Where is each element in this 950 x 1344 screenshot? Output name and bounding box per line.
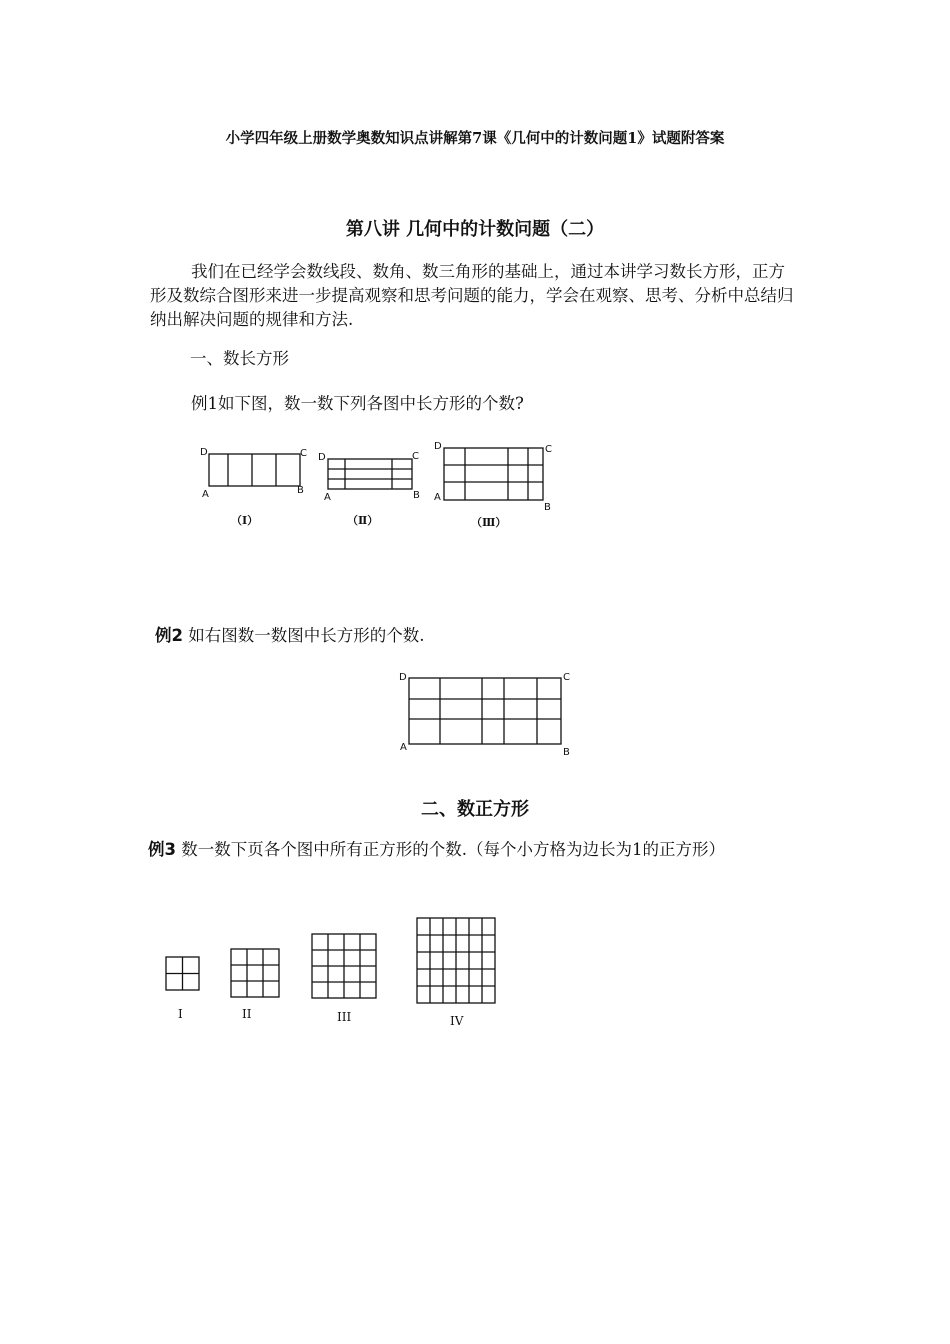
ex1-f2-label-a: A — [324, 492, 331, 503]
ex3-f3-caption: III — [337, 1010, 352, 1024]
ex1-figure-1 — [209, 454, 300, 486]
ex2-label-c: C — [563, 672, 570, 683]
document-title: 小学四年级上册数学奥数知识点讲解第7课《几何中的计数问题1》试题附答案 — [225, 130, 725, 147]
ex1-f2-label-b: B — [413, 490, 420, 501]
ex3-f4-caption: IV — [450, 1014, 464, 1028]
ex1-figure-3 — [444, 448, 543, 500]
example2-label: 例2 — [155, 626, 183, 645]
section1-heading: 一、数长方形 — [190, 349, 289, 368]
ex1-f1-label-c: C — [300, 448, 307, 459]
lecture-title: 第八讲 几何中的计数问题（二） — [345, 219, 605, 240]
ex1-f3-caption: （Ⅲ） — [471, 516, 507, 529]
ex2-figure — [409, 678, 561, 744]
section2-heading: 二、数正方形 — [421, 799, 529, 820]
ex1-f3-label-b: B — [544, 502, 551, 513]
example3-label: 例3 — [148, 840, 176, 859]
ex3-figure-3 — [312, 934, 376, 998]
example3-text: 数一数下页各个图中所有正方形的个数.（每个小方格为边长为1的正方形） — [175, 840, 725, 859]
ex2-label-b: B — [563, 747, 570, 758]
ex3-figure-4 — [417, 918, 495, 1003]
ex1-f2-label-d: D — [318, 452, 326, 463]
ex1-f3-label-d: D — [434, 441, 442, 452]
ex1-f2-caption: （Ⅱ） — [347, 514, 379, 527]
ex1-f2-label-c: C — [412, 451, 419, 462]
ex3-figure-1 — [166, 957, 199, 990]
ex1-f3-label-c: C — [545, 444, 552, 455]
ex3-f2-caption: II — [242, 1007, 252, 1021]
ex1-figure-2 — [328, 459, 412, 489]
ex1-f1-caption: （Ⅰ） — [231, 514, 259, 527]
example1-text: 例1如下图，数一数下列各图中长方形的个数? — [191, 394, 524, 413]
ex2-label-d: D — [399, 672, 407, 683]
ex1-f1-label-b: B — [297, 485, 304, 496]
ex2-label-a: A — [400, 742, 407, 753]
ex1-f1-label-d: D — [200, 447, 208, 458]
example2 — [155, 622, 424, 646]
example3 — [148, 838, 798, 862]
ex3-figure-2 — [231, 949, 279, 997]
ex1-f3-label-a: A — [434, 492, 441, 503]
ex1-f1-label-a: A — [202, 489, 209, 500]
ex3-f1-caption: I — [178, 1007, 183, 1021]
example2-text: 如右图数一数图中长方形的个数. — [182, 626, 425, 645]
intro-paragraph: 我们在已经学会数线段、数角、数三角形的基础上，通过本讲学习数长方形，正方形及数综合图形来进一步提高观察和思考问题的能力，学会在观察、思考、分析中总结归纳出解决问题的规律和方法. — [150, 262, 794, 329]
